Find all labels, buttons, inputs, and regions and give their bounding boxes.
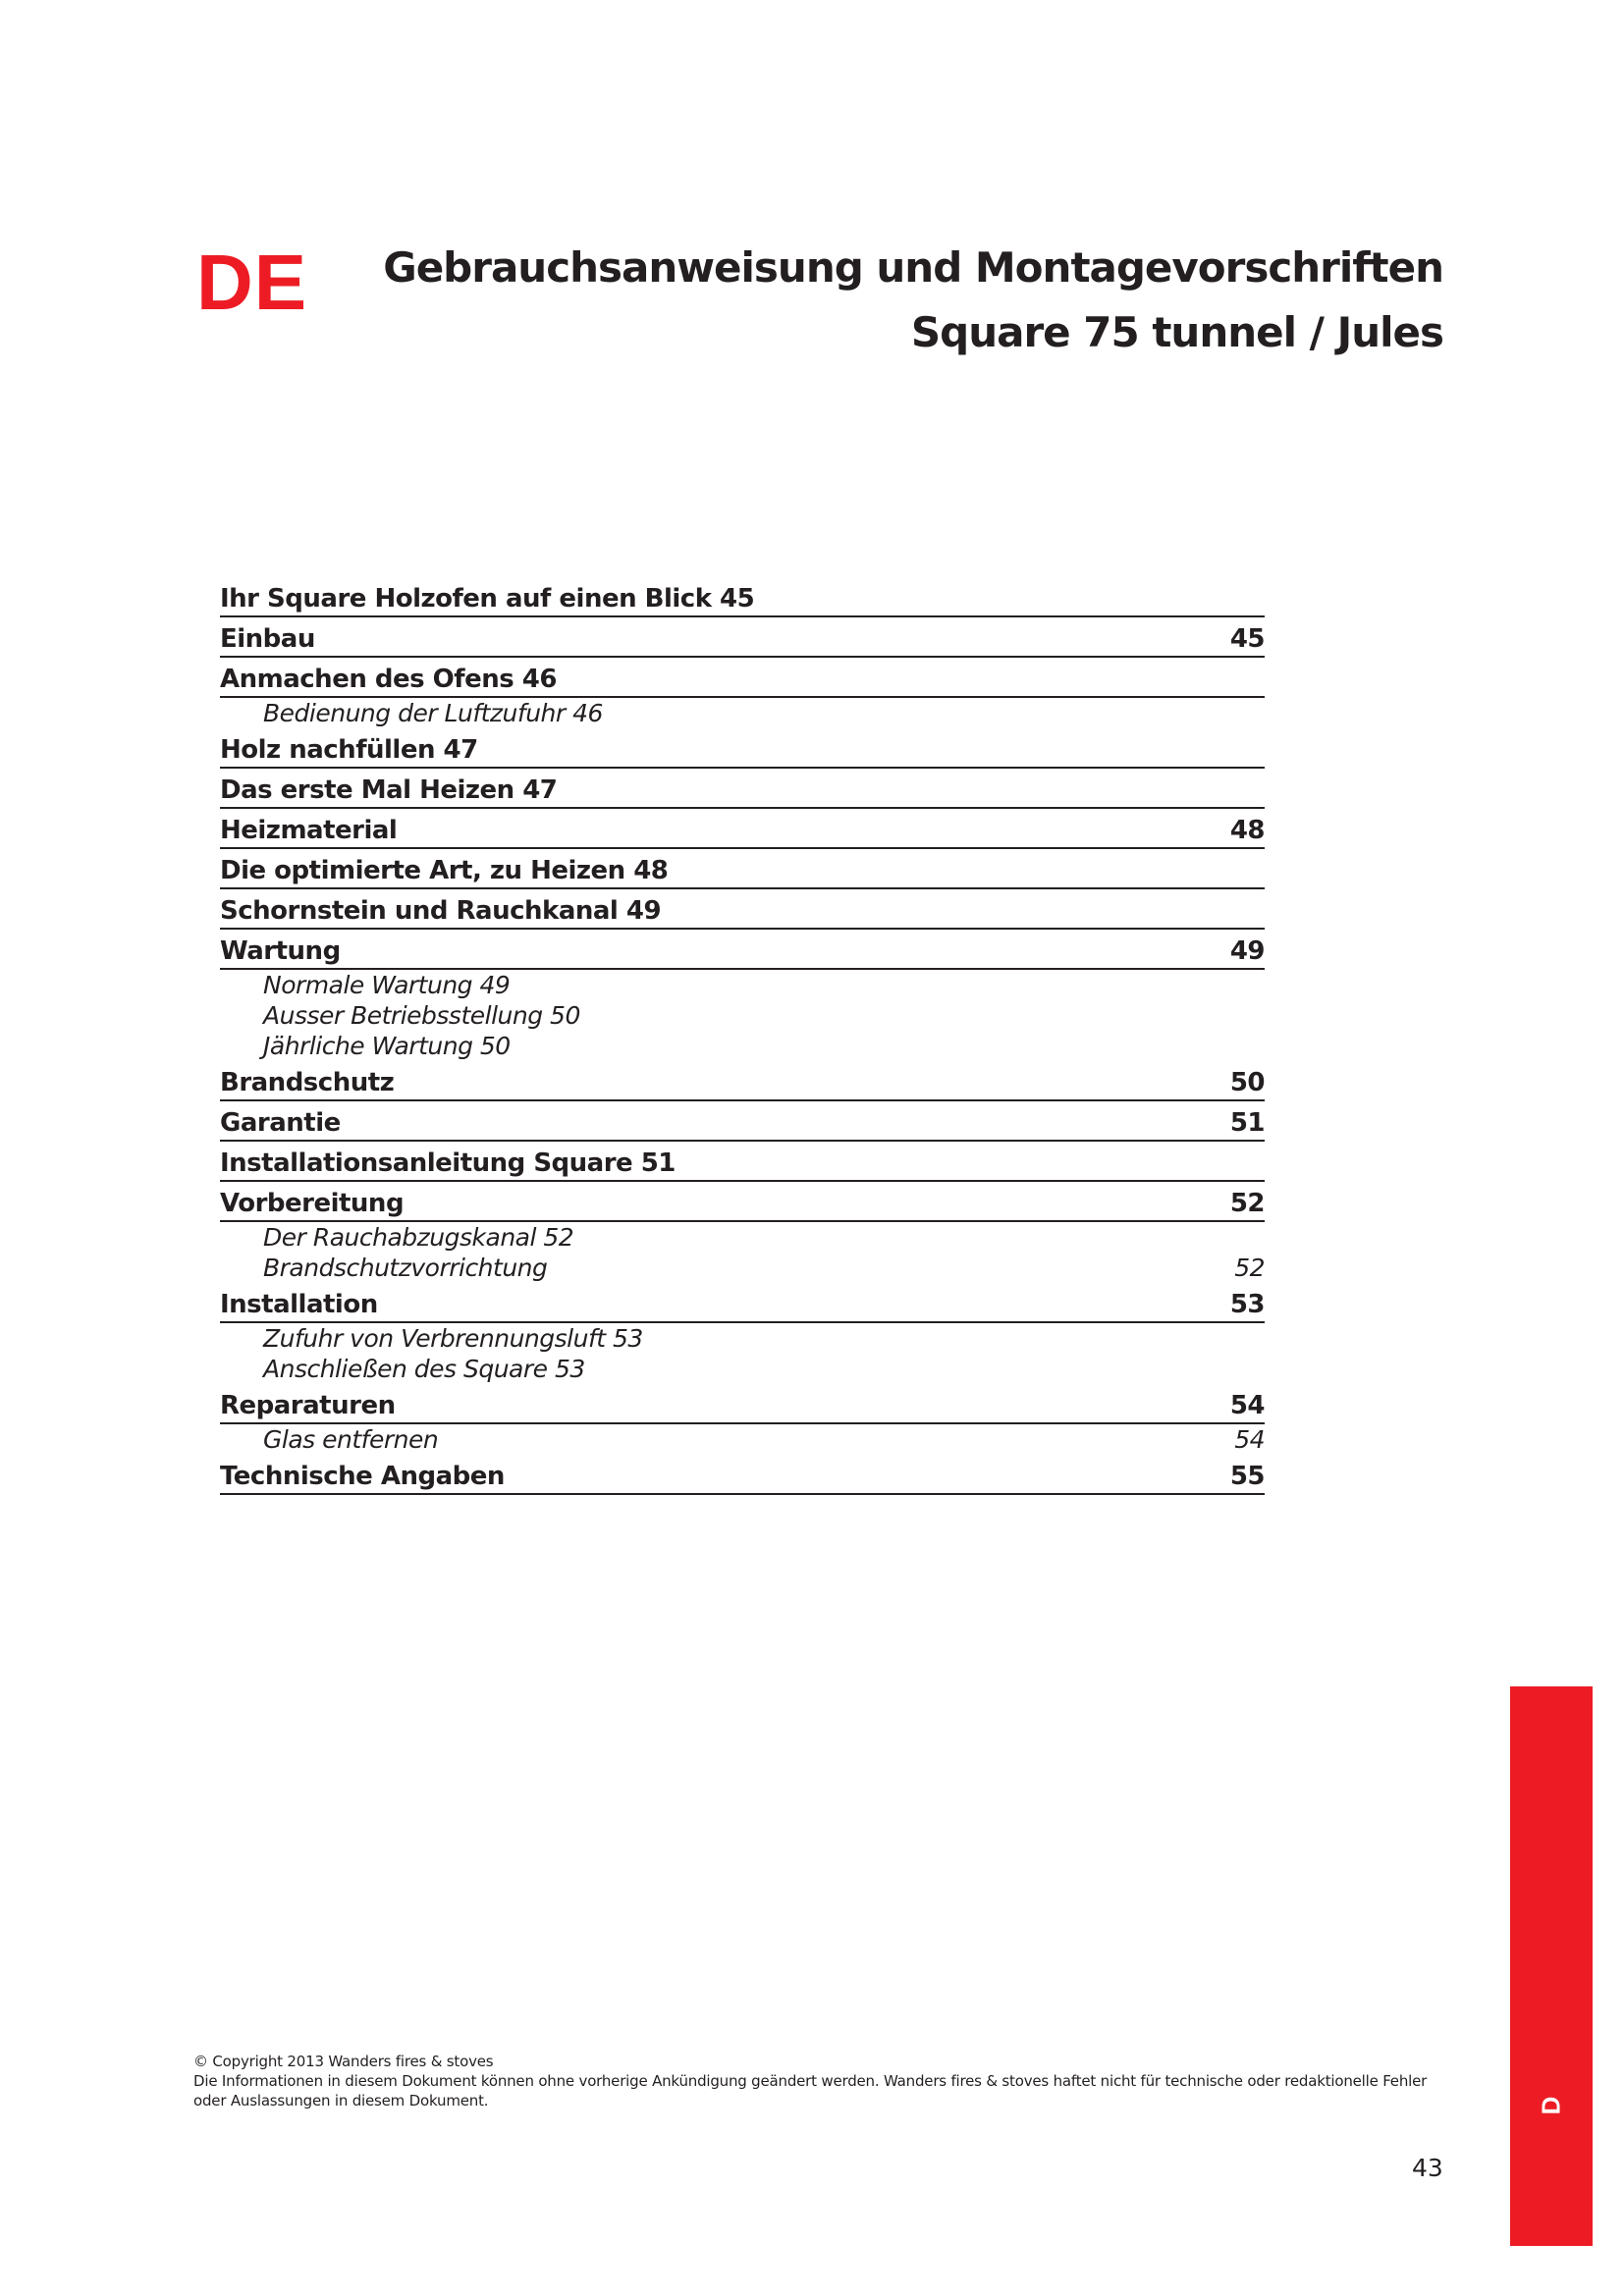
- toc-subentry-label: Jährliche Wartung 50: [263, 1032, 511, 1060]
- document-title: [383, 236, 1443, 365]
- toc-entry-label: Einbau: [220, 624, 315, 654]
- toc-entry-label: Heizmaterial: [220, 816, 398, 845]
- toc-subentry-page: 54: [1234, 1425, 1265, 1454]
- toc-entry-page: 50: [1229, 1068, 1265, 1097]
- toc-entry-label: Wartung: [220, 936, 341, 966]
- toc-entry-label: Installationsanleitung Square 51: [220, 1148, 676, 1178]
- toc-entry-label: Garantie: [220, 1108, 341, 1138]
- toc-entry[interactable]: [220, 809, 1265, 849]
- toc-entry[interactable]: [220, 1283, 1265, 1323]
- toc-entry-label: Installation: [220, 1290, 378, 1319]
- toc-entry-page: 49: [1229, 936, 1265, 966]
- toc-entry-page: 54: [1229, 1391, 1265, 1420]
- toc-entry-page: 52: [1229, 1189, 1265, 1218]
- toc-entry-label: Vorbereitung: [220, 1189, 405, 1218]
- toc-subentry-page: 52: [1234, 1254, 1265, 1282]
- toc-subentry[interactable]: [220, 1222, 1265, 1253]
- toc-entry-label: Technische Angaben: [220, 1462, 505, 1491]
- copyright-notice: [193, 2052, 1450, 2110]
- toc-subentry[interactable]: [220, 1323, 1265, 1354]
- toc-entry[interactable]: [220, 1384, 1265, 1424]
- toc-subentry[interactable]: [220, 1424, 1265, 1455]
- copyright-line: © Copyright 2013 Wanders fires & stoves: [193, 2053, 494, 2070]
- toc-subentry-label: Ausser Betriebsstellung 50: [263, 1001, 580, 1030]
- title-line-2: Square 75 tunnel / Jules: [910, 308, 1443, 356]
- toc-entry[interactable]: [220, 1061, 1265, 1101]
- toc-entry-label: Die optimierte Art, zu Heizen 48: [220, 856, 669, 885]
- language-side-tab: [1510, 1686, 1593, 2246]
- toc-subentry-label: Bedienung der Luftzufuhr 46: [263, 699, 603, 727]
- toc-subentry-label: Brandschutzvorrichtung: [263, 1254, 548, 1282]
- toc-subentry[interactable]: [220, 970, 1265, 1000]
- toc-entry[interactable]: [220, 889, 1265, 930]
- toc-subentry-label: Der Rauchabzugskanal 52: [263, 1223, 574, 1252]
- language-code: DE: [196, 239, 308, 326]
- toc-entry[interactable]: [220, 930, 1265, 970]
- toc-entry[interactable]: [220, 728, 1265, 769]
- toc-subentry[interactable]: [220, 698, 1265, 728]
- page-number: 43: [1412, 2154, 1443, 2182]
- toc-entry[interactable]: [220, 1142, 1265, 1182]
- toc-entry[interactable]: [220, 1182, 1265, 1222]
- toc-entry-label: Ihr Square Holzofen auf einen Blick 45: [220, 584, 755, 614]
- toc-entry[interactable]: [220, 577, 1265, 617]
- toc-entry[interactable]: [220, 617, 1265, 658]
- toc-subentry[interactable]: [220, 1253, 1265, 1283]
- toc-entry[interactable]: [220, 1455, 1265, 1495]
- toc-subentry-label: Glas entfernen: [263, 1425, 439, 1454]
- disclaimer-line: Die Informationen in diesem Dokument können ohne vorherige Ankündigung geändert werden. Wanders fires & stoves haftet nicht für technische oder redaktionelle Fehler: [193, 2072, 1428, 2090]
- toc-entry-label: Das erste Mal Heizen 47: [220, 775, 558, 805]
- toc-entry-page: 55: [1229, 1462, 1265, 1491]
- toc-subentry-label: Zufuhr von Verbrennungsluft 53: [263, 1324, 643, 1353]
- toc-entry-label: Holz nachfüllen 47: [220, 735, 478, 765]
- toc-entry[interactable]: [220, 1101, 1265, 1142]
- toc-subentry[interactable]: [220, 1031, 1265, 1061]
- toc-subentry[interactable]: [220, 1354, 1265, 1384]
- toc-subentry-label: Anschließen des Square 53: [263, 1355, 585, 1383]
- toc-entry-page: 45: [1229, 624, 1265, 654]
- toc-entry-label: Schornstein und Rauchkanal 49: [220, 896, 662, 926]
- toc-entry-label: Anmachen des Ofens 46: [220, 665, 557, 694]
- toc-entry-label: Reparaturen: [220, 1391, 396, 1420]
- toc-entry[interactable]: [220, 658, 1265, 698]
- toc-entry-page: 53: [1229, 1290, 1265, 1319]
- toc-entry-page: 51: [1229, 1108, 1265, 1138]
- toc-subentry[interactable]: [220, 1000, 1265, 1031]
- toc-entry-page: 48: [1229, 816, 1265, 845]
- toc-entry-label: Brandschutz: [220, 1068, 395, 1097]
- toc-entry[interactable]: [220, 849, 1265, 889]
- toc-subentry-label: Normale Wartung 49: [263, 971, 511, 999]
- disclaimer-line: oder Auslassungen in diesem Dokument.: [193, 2092, 489, 2109]
- toc-entry[interactable]: [220, 769, 1265, 809]
- title-line-1: Gebrauchsanweisung und Montagevorschriften: [383, 243, 1443, 292]
- table-of-contents: [220, 577, 1265, 1495]
- side-tab-label: D: [1536, 2096, 1566, 2115]
